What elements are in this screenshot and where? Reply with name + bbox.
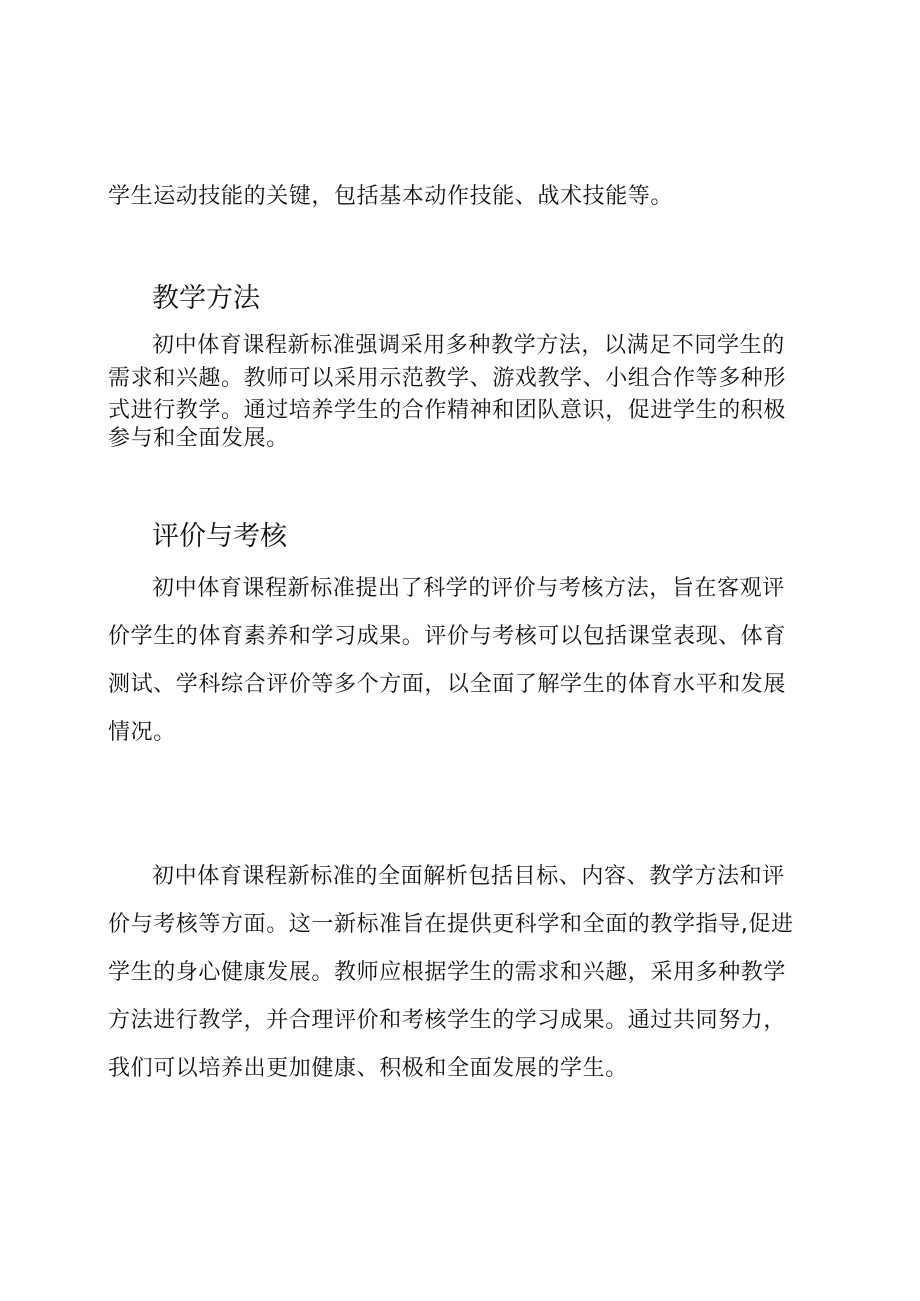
paragraph-line: 初中体育课程新标准提出了科学的评价与考核方法，旨在客观评 (152, 576, 785, 601)
paragraph-line: 测试、学科综合评价等多个方面，以全面了解学生的体育水平和发展 (108, 672, 787, 697)
paragraph-line: 式进行教学。通过培养学生的合作精神和团队意识，促进学生的积极 (108, 398, 787, 423)
paragraph-line: 价学生的体育素养和学习成果。评价与考核可以包括课堂表现、体育 (108, 624, 787, 649)
section-heading-teaching-methods: 教学方法 (152, 283, 260, 314)
section-heading-evaluation: 评价与考核 (152, 521, 287, 552)
conclusion-line: 价与考核等方面。这一新标准旨在提供更科学和全面的教学指导,促进 (108, 912, 794, 937)
conclusion-line: 初中体育课程新标准的全面解析包括目标、内容、教学方法和评 (152, 864, 785, 889)
conclusion-line: 方法进行教学，并合理评价和考核学生的学习成果。通过共同努力， (108, 1008, 787, 1033)
intro-tail-line: 学生运动技能的关键，包括基本动作技能、战术技能等。 (108, 184, 674, 209)
paragraph-line: 需求和兴趣。教师可以采用示范教学、游戏教学、小组合作等多种形 (108, 366, 787, 391)
paragraph-line: 初中体育课程新标准强调采用多种教学方法，以满足不同学生的 (152, 333, 785, 358)
paragraph-line: 情况。 (108, 720, 176, 745)
paragraph-line: 参与和全面发展。 (108, 426, 289, 451)
conclusion-line: 学生的身心健康发展。教师应根据学生的需求和兴趣，采用多种教学 (108, 960, 787, 985)
conclusion-line: 我们可以培养出更加健康、积极和全面发展的学生。 (108, 1056, 628, 1081)
